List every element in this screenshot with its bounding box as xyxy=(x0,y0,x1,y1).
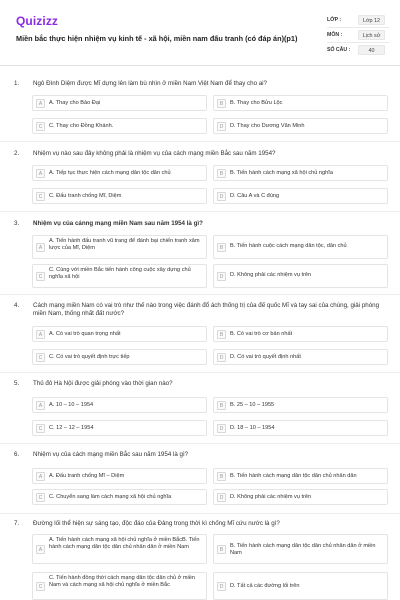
question-number: 7. xyxy=(14,520,20,527)
option-text: B. Tiến hành cách mạng dân tộc dân chủ nhân dân ở miền Nam xyxy=(230,543,376,556)
option-letter: A xyxy=(36,330,45,339)
option-text: B. Có vai trò cơ bản nhất xyxy=(230,330,293,337)
option-c[interactable] xyxy=(32,349,207,365)
option-text: D. Không phải các nhiệm vụ trên xyxy=(230,272,312,278)
option-text: B. Tiến hành cách mạng xã hội chủ nghĩa xyxy=(230,169,333,176)
option-text: C. Đấu tranh chống Mĩ, Diệm xyxy=(49,192,122,199)
quizizz-logo: Quizizz xyxy=(16,14,59,28)
meta-value: Lịch sử xyxy=(358,30,385,40)
question-text: Ngô Đình Diệm được Mĩ dựng lên làm bù nhìn ở miền Nam Việt Nam để thay cho ai? xyxy=(33,80,267,87)
question-number: 4. xyxy=(14,302,20,309)
option-letter: A xyxy=(36,99,45,108)
meta-label: SỐ CÂU : xyxy=(327,47,351,53)
option-b[interactable] xyxy=(213,95,388,111)
option-text: C. 12 – 12 – 1954 xyxy=(49,424,94,431)
option-a[interactable] xyxy=(32,397,207,413)
option-letter: C xyxy=(36,122,45,131)
option-b[interactable] xyxy=(213,235,388,259)
option-letter: C xyxy=(36,272,45,281)
option-c[interactable] xyxy=(32,264,207,288)
question-text: Nhiệm vụ nào sau đây không phải là nhiệm vụ của cách mạng miền Bắc sau năm 1954? xyxy=(33,150,276,157)
option-letter: B xyxy=(217,99,226,108)
meta-panel xyxy=(327,14,389,59)
question-number: 3. xyxy=(14,220,20,227)
option-letter: D xyxy=(217,424,226,433)
option-text: B. Tiến hành cuộc cách mạng dân tộc, dân chủ xyxy=(230,243,347,249)
option-a[interactable] xyxy=(32,95,207,111)
option-text: A. Có vai trò quan trọng nhất xyxy=(49,330,121,337)
option-text: A. Thay cho Bảo Đại xyxy=(49,99,101,106)
option-letter: D xyxy=(217,122,226,131)
option-d[interactable] xyxy=(213,489,388,505)
option-letter: C xyxy=(36,582,45,591)
question-text: Đường lối thể hiện sự sáng tạo, độc đáo của Đảng trong thời kì chống Mĩ cứu nước là gì? xyxy=(33,520,280,527)
divider xyxy=(0,513,400,514)
question-text: Cách mạng miền Nam có vai trò như thế nào trong việc đánh đổ ách thống trị của đế quốc Mĩ và tay sai của chúng, giải phóng miền Nam, thống nhất đất nước? xyxy=(33,302,380,317)
option-text: A. Tiếp tục thực hiện cách mạng dân tộc dân chủ xyxy=(49,169,171,176)
question-text: Nhiệm vụ của cánng mạng miền Nam sau năm 1954 là gì? xyxy=(33,220,203,227)
question-number: 6. xyxy=(14,451,20,458)
question-number: 2. xyxy=(14,150,20,157)
option-c[interactable] xyxy=(32,572,207,600)
divider xyxy=(327,27,389,28)
option-letter: B xyxy=(217,401,226,410)
option-letter: A xyxy=(36,545,45,554)
meta-value: 40 xyxy=(358,45,385,55)
option-letter: D xyxy=(217,493,226,502)
option-text: B. 25 – 10 – 1955 xyxy=(230,401,275,408)
divider xyxy=(0,294,400,295)
option-letter: A xyxy=(36,243,45,252)
option-letter: D xyxy=(217,582,226,591)
meta-row-grade xyxy=(327,14,389,29)
meta-row-subject xyxy=(327,29,389,44)
option-letter: D xyxy=(217,192,226,201)
meta-row-count xyxy=(327,44,389,59)
divider xyxy=(327,42,389,43)
option-text: D. Có vai trò quyết định nhất xyxy=(230,353,301,360)
option-letter: D xyxy=(217,353,226,362)
option-a[interactable] xyxy=(32,165,207,181)
divider xyxy=(0,141,400,142)
question-text: Thủ đô Hà Nội được giải phóng vào thời gian nào? xyxy=(33,380,173,387)
option-text: C. Cùng với miền Bắc tiến hành công cuộc xây dựng chủ nghĩa xã hội xyxy=(49,267,191,280)
option-a[interactable] xyxy=(32,468,207,484)
option-text: A. 10 – 10 – 1954 xyxy=(49,401,94,408)
divider xyxy=(0,211,400,212)
option-text: C. Có vai trò quyết định trực tiếp xyxy=(49,353,130,360)
option-letter: D xyxy=(217,272,226,281)
option-letter: B xyxy=(217,472,226,481)
option-d[interactable] xyxy=(213,420,388,436)
option-text: A. Tiến hành đấu tranh vũ trang để đánh bại chiến tranh xâm lược của Mĩ, Diệm xyxy=(49,238,200,251)
option-d[interactable] xyxy=(213,264,388,288)
option-d[interactable] xyxy=(213,572,388,600)
option-text: A. Tiến hành cách mạng xã hội chủ nghĩa ở miền BắcB. Tiến hành cách mạng dân tộc dân chủ nhân dân ở miền Nam xyxy=(49,537,200,550)
option-text: A. Đấu tranh chống Mĩ – Diệm xyxy=(49,472,125,479)
option-letter: A xyxy=(36,169,45,178)
option-a[interactable] xyxy=(32,235,207,259)
question-text: Nhiệm vụ của cách mạng miền Bắc sau năm 1954 là gì? xyxy=(33,451,189,458)
option-a[interactable] xyxy=(32,326,207,342)
option-text: B. Tiến hành cách mạng dân tộc dân chủ nhân dân xyxy=(230,472,357,479)
option-text: D. Thay cho Dương Văn Minh xyxy=(230,122,305,129)
question-number: 1. xyxy=(14,80,20,87)
worksheet-header xyxy=(0,0,400,66)
page-title: Miền bắc thực hiện nhiệm vụ kinh tế - xã hội, miền nam đấu tranh (có đáp án)(p1) xyxy=(16,34,298,43)
option-d[interactable] xyxy=(213,349,388,365)
question-number: 5. xyxy=(14,380,20,387)
option-b[interactable] xyxy=(213,534,388,564)
option-text: D. 18 – 10 – 1954 xyxy=(230,424,275,431)
option-b[interactable] xyxy=(213,468,388,484)
option-d[interactable] xyxy=(213,188,388,204)
option-text: D. Câu A và C đúng xyxy=(230,192,280,199)
option-letter: C xyxy=(36,192,45,201)
option-letter: B xyxy=(217,545,226,554)
option-letter: C xyxy=(36,424,45,433)
option-letter: B xyxy=(217,330,226,339)
meta-label: MÔN : xyxy=(327,32,343,38)
meta-value: Lớp 12 xyxy=(358,15,385,25)
option-b[interactable] xyxy=(213,165,388,181)
option-c[interactable] xyxy=(32,118,207,134)
option-letter: A xyxy=(36,472,45,481)
option-text: C. Tiến hành đồng thời cách mạng dân tộc dân chủ ở miền Nam và cách mạng xã hội chủ nghĩa ở miền Bắc xyxy=(49,575,196,588)
divider xyxy=(0,372,400,373)
option-letter: A xyxy=(36,401,45,410)
divider xyxy=(0,443,400,444)
option-letter: B xyxy=(217,169,226,178)
option-b[interactable] xyxy=(213,397,388,413)
option-b[interactable] xyxy=(213,326,388,342)
option-c[interactable] xyxy=(32,188,207,204)
option-letter: B xyxy=(217,243,226,252)
option-letter: C xyxy=(36,493,45,502)
option-c[interactable] xyxy=(32,489,207,505)
option-text: C. Thay cho Đồng Khánh. xyxy=(49,122,114,129)
option-text: D. Tất cả các đường lối trên xyxy=(230,583,300,589)
option-a[interactable] xyxy=(32,534,207,564)
meta-label: LỚP : xyxy=(327,17,342,23)
option-letter: C xyxy=(36,353,45,362)
option-text: C. Chuyển sang làm cách mạng xã hội chủ nghĩa xyxy=(49,493,172,500)
option-text: B. Thay cho Bửu Lộc xyxy=(230,99,283,106)
option-d[interactable] xyxy=(213,118,388,134)
option-c[interactable] xyxy=(32,420,207,436)
option-text: D. Không phải các nhiệm vụ trên xyxy=(230,493,312,500)
